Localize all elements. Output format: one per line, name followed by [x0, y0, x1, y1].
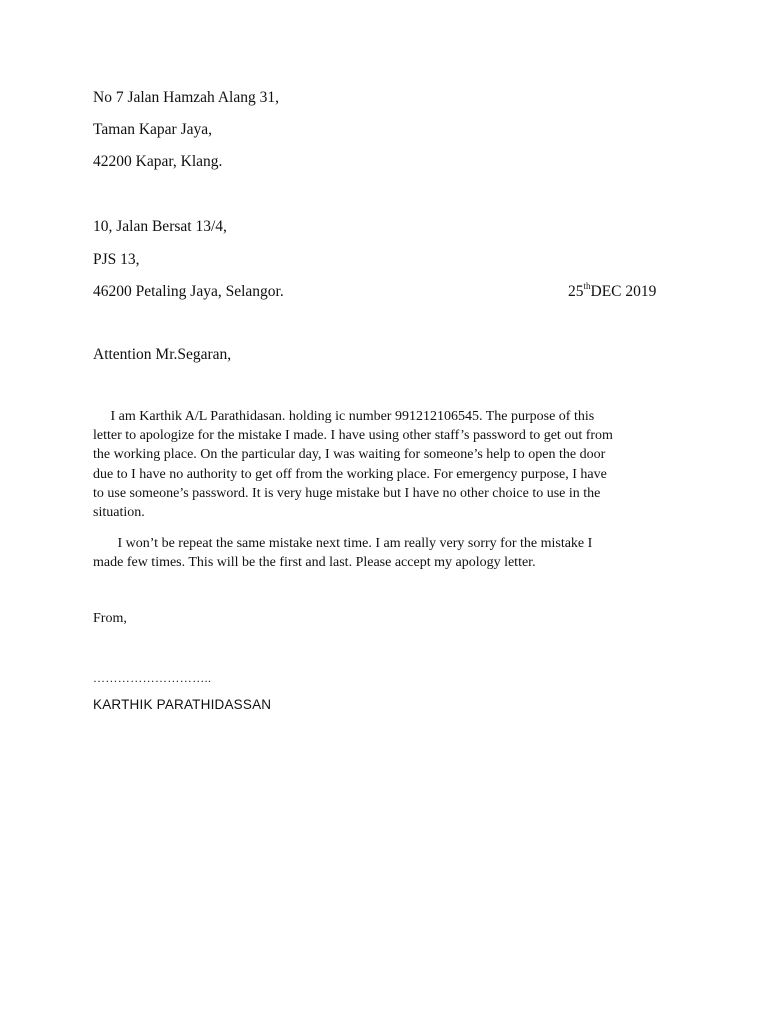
recipient-address-line1: 10, Jalan Bersat 13/4, [93, 218, 227, 235]
recipient-address-line3: 46200 Petaling Jaya, Selangor. [93, 283, 284, 300]
body-paragraph-1-line: situation. [93, 505, 145, 521]
attention-line: Attention Mr.Segaran, [93, 346, 232, 363]
body-paragraph-1-line: due to I have no authority to get off from the working place. For emergency purpose, I have [93, 466, 607, 482]
body-paragraph-1-line: to use someone’s password. It is very huge mistake but I have no other choice to use in the [93, 485, 601, 501]
letter-date [568, 283, 656, 301]
date-month-year: DEC 2019 [590, 283, 657, 300]
date-suffix: th [583, 281, 591, 291]
date-day: 25 [568, 283, 584, 300]
body-paragraph-1-line: letter to apologize for the mistake I made. I have using other staff’s password to get out from [93, 428, 613, 444]
signature-dotted-line: ……………………….. [93, 671, 212, 685]
body-paragraph-2-line: made few times. This will be the first and last. Please accept my apology letter. [93, 555, 536, 571]
sender-address-line2: Taman Kapar Jaya, [93, 121, 212, 138]
body-paragraph-1-line: the working place. On the particular day, I was waiting for someone’s help to open the door [93, 447, 606, 463]
closing-text: From, [93, 611, 127, 626]
sender-address-line3: 42200 Kapar, Klang. [93, 153, 223, 170]
recipient-address-line2: PJS 13, [93, 251, 140, 268]
body-paragraph-1-line: I am Karthik A/L Parathidasan. holding ic number 991212106545. The purpose of this [93, 409, 595, 424]
signatory-name: KARTHIK PARATHIDASSAN [93, 697, 272, 712]
body-paragraph-1 [93, 407, 675, 522]
body-paragraph-2 [93, 534, 675, 572]
body-paragraph-2-line: I won’t be repeat the same mistake next time. I am really very sorry for the mistake I [93, 536, 593, 551]
sender-address-line1: No 7 Jalan Hamzah Alang 31, [93, 89, 279, 106]
